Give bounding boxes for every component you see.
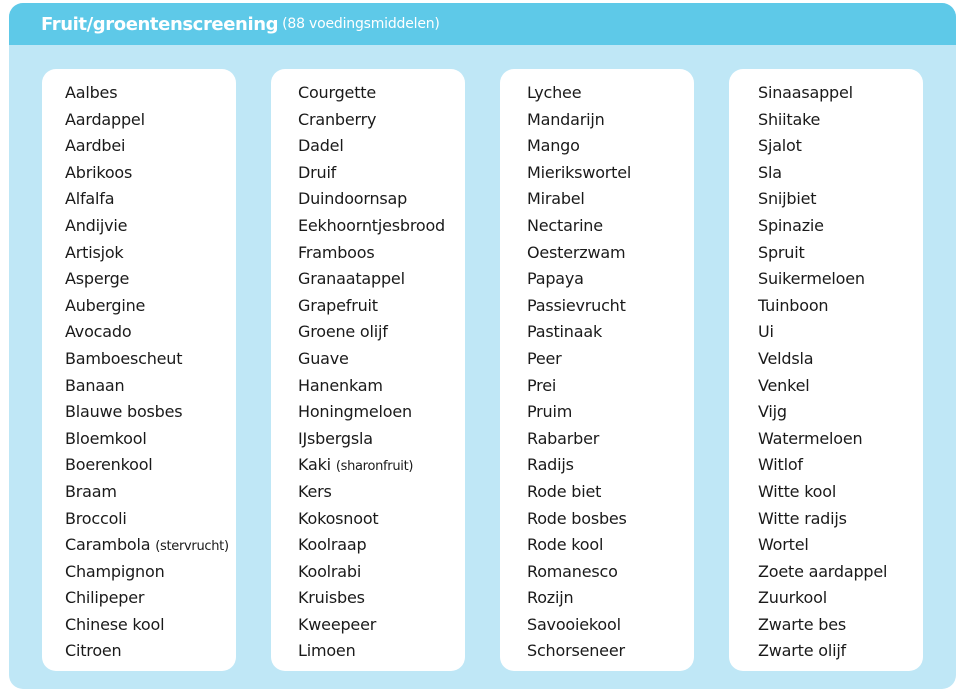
food-list	[42, 80, 236, 665]
food-item-name: Vijg	[758, 402, 787, 422]
food-item-name: Kokosnoot	[298, 508, 379, 528]
food-item-name: Aubergine	[65, 295, 146, 315]
food-item	[271, 399, 465, 426]
food-item-name: Zuurkool	[758, 588, 827, 608]
food-item-name: Bamboescheut	[65, 348, 183, 368]
food-item	[42, 133, 236, 160]
food-item	[500, 240, 694, 267]
food-item-name: Carambola	[65, 535, 151, 555]
food-item-name: Savooiekool	[527, 614, 621, 634]
food-item-name: Koolrabi	[298, 561, 362, 581]
food-item-name: Lychee	[527, 83, 582, 102]
food-item-name: Alfalfa	[65, 189, 115, 209]
food-item	[42, 240, 236, 267]
food-item-name: Banaan	[65, 375, 125, 395]
food-item	[271, 160, 465, 187]
food-item	[729, 293, 923, 320]
food-item	[42, 160, 236, 187]
food-item	[271, 293, 465, 320]
food-item	[500, 426, 694, 453]
food-item-name: Spruit	[758, 242, 805, 262]
food-item	[729, 532, 923, 559]
food-item	[500, 559, 694, 586]
screening-panel	[9, 3, 956, 689]
food-item	[42, 426, 236, 453]
food-item	[271, 506, 465, 533]
food-column-4	[729, 69, 923, 671]
food-item-name: Aalbes	[65, 83, 118, 102]
food-item	[500, 373, 694, 400]
food-item-name: Champignon	[65, 561, 165, 581]
panel-header	[9, 3, 956, 45]
food-item	[729, 213, 923, 240]
food-item	[500, 80, 694, 107]
food-column-2	[271, 69, 465, 671]
food-item	[42, 585, 236, 612]
food-item	[271, 107, 465, 134]
food-item-name: Guave	[298, 348, 349, 368]
food-item-name: Grapefruit	[298, 295, 378, 315]
food-item-name: Rode biet	[527, 481, 602, 501]
food-list	[271, 80, 465, 665]
food-item	[271, 213, 465, 240]
food-item-name: Rode bosbes	[527, 508, 627, 528]
food-item	[42, 293, 236, 320]
food-item-name: Mirabel	[527, 189, 585, 209]
food-item-name: Duindoornsap	[298, 189, 408, 209]
food-item-name: Nectarine	[527, 215, 603, 235]
food-item-name: Braam	[65, 481, 117, 501]
food-item	[729, 373, 923, 400]
food-item	[500, 346, 694, 373]
food-item	[271, 585, 465, 612]
food-item-name: Chinese kool	[65, 614, 165, 634]
food-item	[729, 585, 923, 612]
food-item	[729, 346, 923, 373]
food-column-3	[500, 69, 694, 671]
food-item	[729, 399, 923, 426]
food-item	[271, 479, 465, 506]
food-item-name: Andijvie	[65, 215, 128, 235]
food-item	[729, 506, 923, 533]
food-item-name: Snijbiet	[758, 189, 817, 209]
food-item-note: (stervrucht)	[155, 539, 229, 555]
food-item	[729, 319, 923, 346]
food-item	[500, 293, 694, 320]
food-item	[500, 479, 694, 506]
food-item	[42, 612, 236, 639]
food-item-name: Veldsla	[758, 348, 814, 368]
food-item	[42, 638, 236, 665]
food-item	[500, 186, 694, 213]
food-item	[500, 319, 694, 346]
food-item-name: Granaatappel	[298, 269, 405, 289]
food-item	[271, 373, 465, 400]
food-item-name: Aardappel	[65, 109, 145, 129]
food-item-name: Witte kool	[758, 481, 837, 501]
food-item-name: Passievrucht	[527, 295, 626, 315]
food-item	[729, 559, 923, 586]
food-item-name: Spinazie	[758, 215, 824, 235]
food-item	[500, 133, 694, 160]
food-item	[729, 638, 923, 665]
food-column-1	[42, 69, 236, 671]
food-item-name: Sla	[758, 162, 782, 182]
food-item	[271, 186, 465, 213]
food-item-name: Kruisbes	[298, 588, 365, 608]
food-item	[271, 612, 465, 639]
food-item-name: Zwarte olijf	[758, 641, 846, 661]
food-item-name: Chilipeper	[65, 588, 145, 608]
food-item	[729, 266, 923, 293]
food-item-name: Dadel	[298, 136, 344, 156]
food-item-name: Sinaasappel	[758, 83, 853, 102]
food-item	[729, 80, 923, 107]
food-item	[500, 266, 694, 293]
food-item	[42, 107, 236, 134]
food-item-name: Mandarijn	[527, 109, 605, 129]
food-item-note: (sharonfruit)	[335, 459, 414, 475]
food-item	[271, 559, 465, 586]
food-item	[42, 213, 236, 240]
food-item-name: Mango	[527, 136, 580, 156]
food-item-name: Rabarber	[527, 428, 600, 448]
food-item	[42, 373, 236, 400]
food-item	[500, 506, 694, 533]
food-item-name: Kers	[298, 481, 332, 501]
food-item	[42, 559, 236, 586]
food-item-name: Bloemkool	[65, 428, 147, 448]
food-item	[271, 133, 465, 160]
food-item-name: Framboos	[298, 242, 375, 262]
food-item-name: Courgette	[298, 83, 376, 102]
food-item	[729, 107, 923, 134]
food-item-name: Peer	[527, 348, 562, 368]
food-item	[500, 107, 694, 134]
food-item-name: Mierikswortel	[527, 162, 632, 182]
food-item	[271, 452, 465, 479]
food-item	[729, 612, 923, 639]
food-list	[500, 80, 694, 665]
food-item	[500, 452, 694, 479]
food-item-name: Rode kool	[527, 535, 604, 555]
food-item-name: Kweepeer	[298, 614, 377, 634]
food-item	[500, 160, 694, 187]
food-item-name: Blauwe bosbes	[65, 402, 183, 422]
food-item-name: Venkel	[758, 375, 810, 395]
food-item-name: Citroen	[65, 641, 122, 661]
food-item-name: Pastinaak	[527, 322, 603, 342]
food-item	[42, 479, 236, 506]
food-item	[271, 80, 465, 107]
food-item	[729, 240, 923, 267]
food-item	[42, 266, 236, 293]
food-item	[729, 160, 923, 187]
food-item-name: Witlof	[758, 455, 803, 475]
food-item-name: Wortel	[758, 535, 809, 555]
food-item	[42, 452, 236, 479]
food-item-name: Aardbei	[65, 136, 126, 156]
food-item-name: Tuinboon	[758, 295, 829, 315]
food-item	[729, 133, 923, 160]
food-item-name: Cranberry	[298, 109, 377, 129]
food-item-name: Limoen	[298, 641, 356, 661]
food-item-name: Groene olijf	[298, 322, 388, 342]
food-item-name: Prei	[527, 375, 557, 395]
food-item	[271, 240, 465, 267]
food-item-name: IJsbergsla	[298, 428, 373, 448]
food-item-name: Witte radijs	[758, 508, 847, 528]
food-item	[500, 585, 694, 612]
food-item	[42, 346, 236, 373]
food-item	[729, 452, 923, 479]
food-item-name: Ui	[758, 322, 774, 342]
food-item-name: Suikermeloen	[758, 269, 865, 289]
food-item-name: Broccoli	[65, 508, 127, 528]
food-item-name: Artisjok	[65, 242, 124, 262]
food-item-name: Papaya	[527, 269, 584, 289]
food-item-name: Sjalot	[758, 136, 802, 156]
food-item-name: Schorseneer	[527, 641, 625, 661]
food-item-name: Avocado	[65, 322, 132, 342]
food-item	[271, 532, 465, 559]
food-item	[271, 319, 465, 346]
food-item	[271, 638, 465, 665]
food-item	[42, 319, 236, 346]
food-item-name: Koolraap	[298, 535, 367, 555]
panel-title: Fruit/groentenscreening	[41, 13, 279, 35]
food-item-name: Pruim	[527, 402, 573, 422]
food-item	[271, 426, 465, 453]
food-item-name: Shiitake	[758, 109, 821, 129]
food-item	[500, 532, 694, 559]
food-item-name: Kaki	[298, 455, 331, 475]
food-item-name: Druif	[298, 162, 337, 182]
food-item-name: Rozijn	[527, 588, 574, 608]
food-item-name: Oesterzwam	[527, 242, 626, 262]
food-item-name: Honingmeloen	[298, 402, 412, 422]
food-item-name: Watermeloen	[758, 428, 863, 448]
food-item	[729, 426, 923, 453]
food-item	[42, 506, 236, 533]
food-item-name: Hanenkam	[298, 375, 383, 395]
food-list	[729, 80, 923, 665]
panel-subtitle: (88 voedingsmiddelen)	[282, 16, 440, 32]
food-item	[42, 532, 236, 559]
food-item-name: Eekhoorntjesbrood	[298, 215, 445, 235]
food-item	[500, 399, 694, 426]
food-item-name: Zwarte bes	[758, 614, 846, 634]
food-item	[42, 399, 236, 426]
food-item	[42, 186, 236, 213]
food-item	[500, 213, 694, 240]
food-item-name: Romanesco	[527, 561, 618, 581]
food-item	[271, 266, 465, 293]
food-item	[42, 80, 236, 107]
food-item	[500, 612, 694, 639]
food-item-name: Zoete aardappel	[758, 561, 888, 581]
food-item	[271, 346, 465, 373]
food-item-name: Boerenkool	[65, 455, 153, 475]
food-item	[729, 186, 923, 213]
food-item	[500, 638, 694, 665]
food-item-name: Abrikoos	[65, 162, 133, 182]
food-item	[729, 479, 923, 506]
food-item-name: Radijs	[527, 455, 574, 475]
food-item-name: Asperge	[65, 269, 130, 289]
